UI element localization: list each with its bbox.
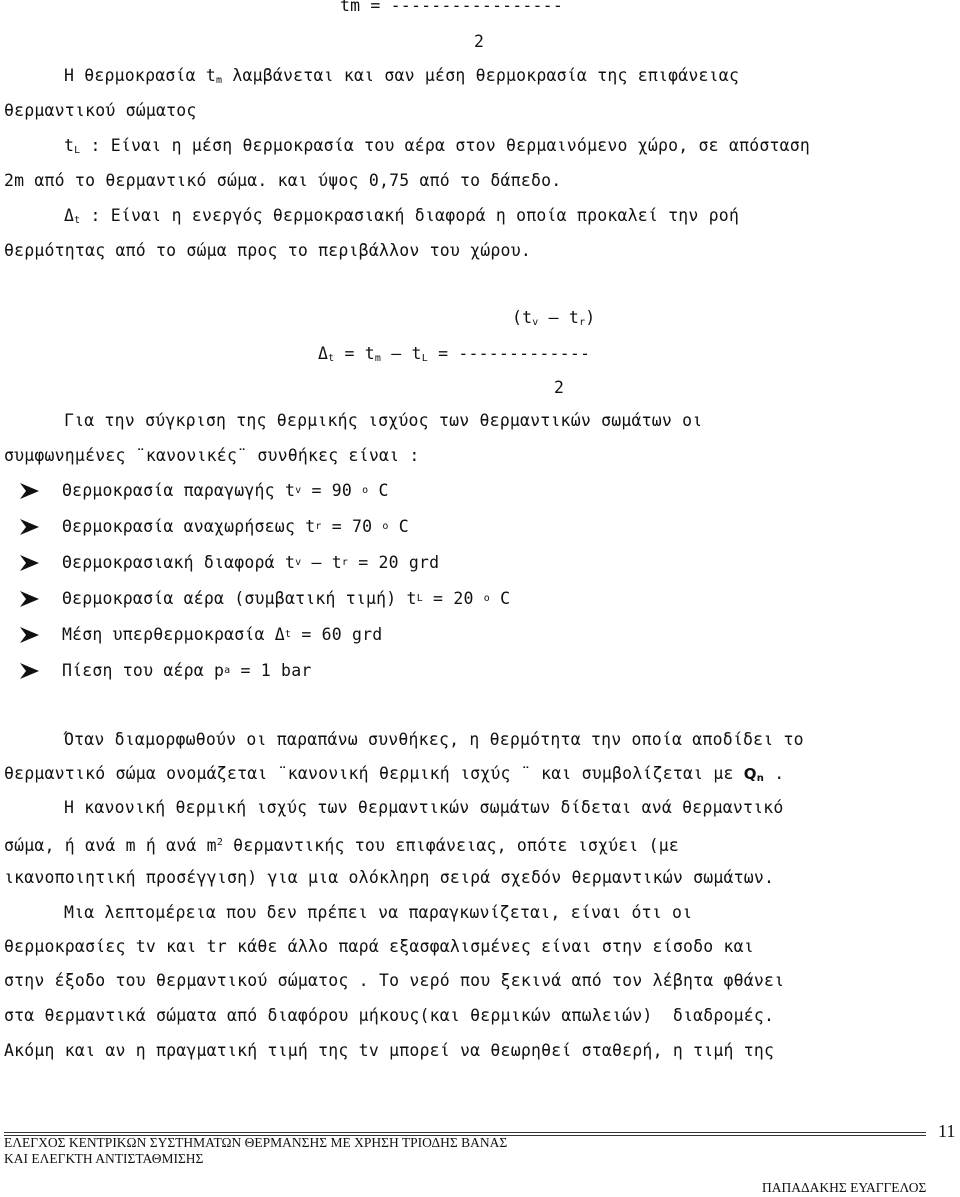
arrowhead-bullet-icon <box>18 517 42 537</box>
paragraph-detail-line3: στην έξοδο του θερμαντικού σώματος . Το νερό που ξεκινά από τον λέβητα φθάνει <box>4 971 785 990</box>
text: Δ <box>64 206 75 225</box>
text: . <box>764 764 785 783</box>
condition-item <box>4 517 409 537</box>
paragraph-tm-line1 <box>64 66 739 91</box>
text: – t <box>538 308 580 327</box>
text: – t <box>381 344 422 363</box>
footer-title-line1: ΕΛΕΓΧΟΣ ΚΕΝΤΡΙΚΩΝ ΣΥΣΤΗΜΑΤΩΝ ΘΕΡΜΑΝΣΗΣ ΜΕ ΧΡΗΣΗ ΤΡΙΟΔΗΣ ΒΑΝΑΣ <box>4 1135 508 1150</box>
text: (t <box>512 308 533 327</box>
condition-item <box>4 661 311 681</box>
subscript: m <box>374 353 382 364</box>
page-number: 11 <box>938 1121 956 1141</box>
subscript: m <box>216 75 223 86</box>
formula-tm <box>340 0 563 16</box>
paragraph-detail-line5: Ακόμη και αν η πραγματική τιμή της tv μπορεί να θεωρηθεί σταθερή, η τιμή της <box>4 1041 775 1060</box>
formula-tm-fraction-bar: ----------------- <box>390 0 563 15</box>
text: Πίεση του αέρα p <box>62 661 225 680</box>
condition-item <box>4 553 439 573</box>
text: = 90 <box>301 481 363 500</box>
paragraph-detail-line4: στα θερμαντικά σώματα από διαφόρου μήκους(και θερμικών απωλειών) διαδρομές. <box>4 1006 775 1025</box>
subscript: t <box>284 629 292 640</box>
definition-tl-line2: 2m από το θερμαντικό σώμα. και ύψος 0,75 από το δάπεδο. <box>4 171 562 190</box>
text: Θερμοκρασία αναχωρήσεως t <box>62 517 316 536</box>
superscript: 2 <box>216 837 224 848</box>
formula-dt-denominator: 2 <box>554 378 565 397</box>
subscript: L <box>74 145 81 156</box>
text: Θερμοκρασία παραγωγής t <box>62 481 296 500</box>
arrowhead-bullet-icon <box>18 661 42 681</box>
subscript: t <box>74 215 81 226</box>
text: ) <box>585 308 596 327</box>
text: Μέση υπερθερμοκρασία Δ <box>62 625 285 644</box>
text: θερμαντικό σώμα ονομάζεται ¨κανονική θερμική ισχύς ¨ και συμβολίζεται με <box>4 764 744 783</box>
paragraph-detail-line1: Μια λεπτομέρεια που δεν πρέπει να παραγκωνίζεται, είναι ότι οι <box>64 903 693 922</box>
text: C <box>489 589 511 608</box>
text: Η θερμοκρασία t <box>64 66 217 85</box>
text: = 20 <box>422 589 484 608</box>
paragraph-detail-line2: θερμοκρασίες tv και tr κάθε άλλο παρά εξασφαλισμένες είναι στην είσοδο και <box>4 937 754 956</box>
paragraph-power-line3: ικανοποιητική προσέγγιση) για μια ολόκληρη σειρά σχεδόν θερμαντικών σωμάτων. <box>4 868 775 887</box>
paragraph-qn-line1: Όταν διαμορφωθούν οι παραπάνω συνθήκες, η θερμότητα την οποία αποδίδει το <box>64 730 804 749</box>
text: = 70 <box>321 517 383 536</box>
text: = <box>427 344 459 363</box>
text: Θερμοκρασιακή διαφορά t <box>62 553 296 572</box>
arrowhead-bullet-icon <box>18 481 42 501</box>
text: = t <box>334 344 375 363</box>
subscript: t <box>328 353 335 364</box>
condition-item <box>4 481 389 501</box>
footer-title-line2: ΚΑΙ ΕΛΕΓΚΤΗ ΑΝΤΙΣΤΑΘΜΙΣΗΣ <box>4 1151 204 1166</box>
arrowhead-bullet-icon <box>18 553 42 573</box>
text: σώμα, ή ανά m ή ανά m <box>4 836 217 855</box>
text: C <box>368 481 389 500</box>
formula-dt <box>318 344 590 369</box>
footer-author: ΠΑΠΑΔΑΚΗΣ ΕΥΑΓΓΕΛΟΣ <box>762 1180 927 1195</box>
text: Δ <box>318 344 329 363</box>
paragraph-tm-line2: θερμαντικού σώματος <box>4 101 197 120</box>
condition-item <box>4 625 382 645</box>
subscript: v <box>532 317 539 328</box>
symbol-q: Q <box>743 765 757 783</box>
definition-dt-line2: θερμότητας από το σώμα προς το περιβάλλον του χώρου. <box>4 241 531 260</box>
condition-item <box>4 589 510 609</box>
definition-tl-line1 <box>64 136 810 161</box>
degree-superscript: o <box>483 593 490 604</box>
text: = 60 grd <box>291 625 383 644</box>
text: Θερμοκρασία αέρα (συμβατική τιμή) t <box>62 589 417 608</box>
footer-rule <box>4 1132 926 1133</box>
degree-superscript: o <box>362 485 369 496</box>
text: : Είναι η μέση θερμοκρασία του αέρα στον θερμαινόμενο χώρο, σε απόσταση <box>80 136 811 155</box>
paragraph-qn-line2 <box>4 764 784 789</box>
text: θερμαντικής του επιφάνειας, οπότε ισχύει (με <box>223 836 680 855</box>
text: λαμβάνεται και σαν μέση θερμοκρασία της επιφάνειας <box>222 66 740 85</box>
arrowhead-bullet-icon <box>18 589 42 609</box>
formula-dt-fraction-bar: ------------- <box>458 344 591 363</box>
text: = 1 bar <box>230 661 312 680</box>
paragraph-conditions-line2: συμφωνημένες ¨κανονικές¨ συνθήκες είναι : <box>4 446 420 465</box>
subscript: L <box>416 593 423 604</box>
text: t <box>64 136 75 155</box>
paragraph-conditions-line1: Για την σύγκριση της θερμικής ισχύος των θερμαντικών σωμάτων οι <box>64 411 703 430</box>
formula-tm-denominator: 2 <box>474 32 485 51</box>
subscript: r <box>341 557 349 568</box>
subscript: n <box>756 773 765 784</box>
subscript: a <box>224 665 231 676</box>
formula-tm-lhs: tm = <box>340 0 391 15</box>
degree-superscript: o <box>382 521 389 532</box>
definition-dt-line1 <box>64 206 739 231</box>
text: C <box>388 517 409 536</box>
subscript: r <box>579 317 586 328</box>
subscript: v <box>295 485 302 496</box>
subscript: L <box>421 353 428 364</box>
text: – t <box>301 553 342 572</box>
subscript: r <box>315 521 322 532</box>
paragraph-power-line1: Η κανονική θερμική ισχύς των θερμαντικών σωμάτων δίδεται ανά θερμαντικό <box>64 798 784 817</box>
paragraph-power-line2 <box>4 833 679 856</box>
arrowhead-bullet-icon <box>18 625 42 645</box>
text: = 20 grd <box>348 553 440 572</box>
text: : Είναι η ενεργός θερμοκρασιακή διαφορά η οποία προκαλεί την ροή <box>80 206 740 225</box>
subscript: v <box>295 557 302 568</box>
formula-dt-numerator <box>512 308 595 333</box>
